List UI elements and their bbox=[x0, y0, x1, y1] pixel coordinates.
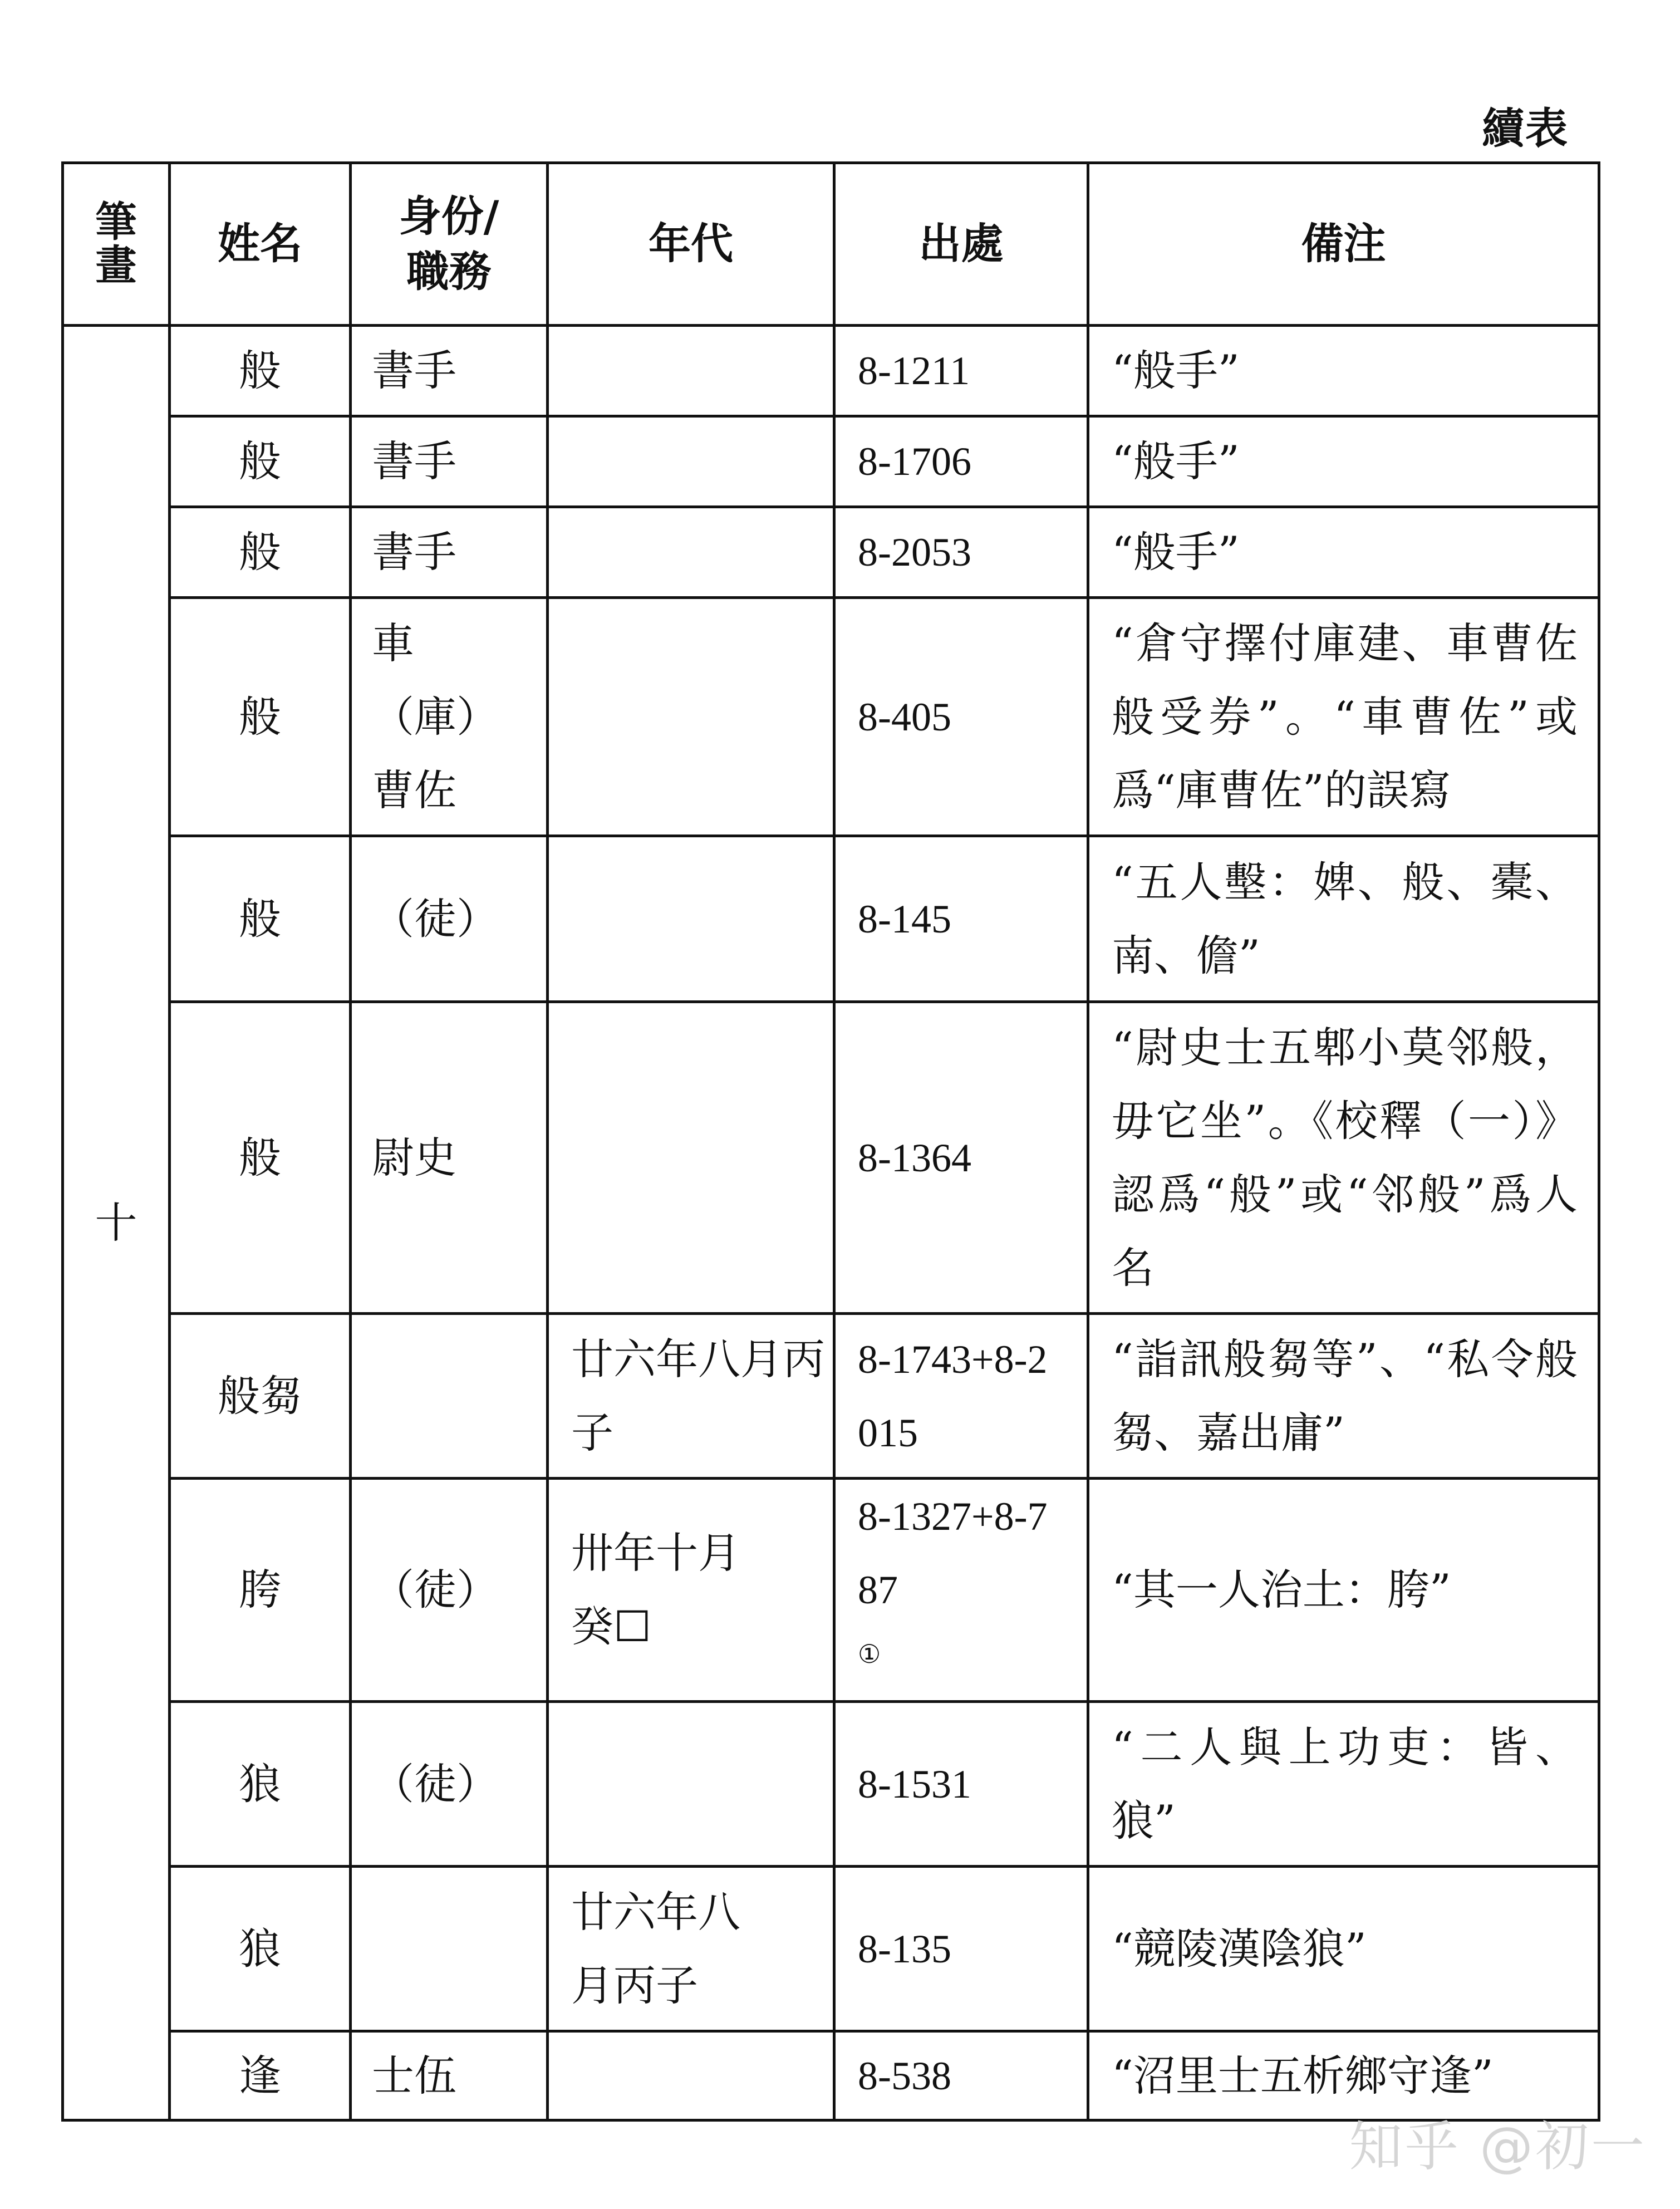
note-cell: “般手” bbox=[1088, 326, 1599, 416]
note-cell: “競陵漢陰狼” bbox=[1088, 1867, 1599, 2031]
name-cell: 般 bbox=[170, 1002, 351, 1314]
header-row bbox=[63, 163, 1599, 326]
role-cell: 士伍 bbox=[351, 2031, 548, 2120]
date-cell bbox=[548, 598, 834, 836]
table-row bbox=[63, 416, 1599, 507]
person-register-table bbox=[61, 161, 1600, 2122]
date-cell bbox=[548, 416, 834, 507]
date-cell: 卅年十月癸☐ bbox=[548, 1479, 834, 1702]
date-cell bbox=[548, 1002, 834, 1314]
note-cell: “倉守擇付庫建、車曹佐般受券”。“車曹佐”或爲“庫曹佐”的誤寫 bbox=[1088, 598, 1599, 836]
role-cell: （徒） bbox=[351, 1479, 548, 1702]
table-row bbox=[63, 836, 1599, 1002]
source-cell: 8-1743+8-2015 bbox=[834, 1314, 1088, 1479]
date-cell bbox=[548, 836, 834, 1002]
note-cell: “其一人治土：胯” bbox=[1088, 1479, 1599, 1702]
role-cell bbox=[351, 1867, 548, 2031]
source-cell: 8-145 bbox=[834, 836, 1088, 1002]
note-cell: “尉史士五郫小莫邻般，毋它坐”。《校釋（一）》認爲“般”或“邻般”爲人名 bbox=[1088, 1002, 1599, 1314]
name-cell: 狼 bbox=[170, 1702, 351, 1867]
note-cell: “二人與上功吏：皆、狼” bbox=[1088, 1702, 1599, 1867]
note-cell: “般手” bbox=[1088, 416, 1599, 507]
header-source: 出處 bbox=[834, 163, 1088, 326]
source-cell: 8-135 bbox=[834, 1867, 1088, 2031]
table-row bbox=[63, 507, 1599, 598]
name-cell: 狼 bbox=[170, 1867, 351, 2031]
name-cell: 般芻 bbox=[170, 1314, 351, 1479]
role-cell: 書手 bbox=[351, 507, 548, 598]
name-cell: 般 bbox=[170, 598, 351, 836]
role-cell: 書手 bbox=[351, 326, 548, 416]
header-date: 年代 bbox=[548, 163, 834, 326]
role-cell bbox=[351, 1314, 548, 1479]
table-row bbox=[63, 598, 1599, 836]
table-row bbox=[63, 326, 1599, 416]
source-cell: 8-1364 bbox=[834, 1002, 1088, 1314]
stroke-count-cell: 十 bbox=[63, 326, 170, 2120]
role-cell: （徒） bbox=[351, 1702, 548, 1867]
zhihu-watermark: 知乎 @初一 bbox=[1349, 2115, 1647, 2178]
role-cell: 書手 bbox=[351, 416, 548, 507]
table-row bbox=[63, 1702, 1599, 1867]
note-cell: “沼里士五析鄉守逢” bbox=[1088, 2031, 1599, 2120]
name-cell: 般 bbox=[170, 416, 351, 507]
date-cell bbox=[548, 1702, 834, 1867]
source-cell: 8-1706 bbox=[834, 416, 1088, 507]
name-cell: 般 bbox=[170, 507, 351, 598]
header-stroke: 筆畫 bbox=[63, 163, 170, 326]
role-cell: 車（庫）曹佐 bbox=[351, 598, 548, 836]
name-cell: 胯 bbox=[170, 1479, 351, 1702]
source-cell: 8-1531 bbox=[834, 1702, 1088, 1867]
role-cell: 尉史 bbox=[351, 1002, 548, 1314]
name-cell: 般 bbox=[170, 836, 351, 1002]
date-cell bbox=[548, 507, 834, 598]
date-cell bbox=[548, 2031, 834, 2120]
table-row bbox=[63, 1002, 1599, 1314]
source-cell: 8-538 bbox=[834, 2031, 1088, 2120]
header-role: 身份/職務 bbox=[351, 163, 548, 326]
header-note: 備注 bbox=[1088, 163, 1599, 326]
header-name: 姓名 bbox=[170, 163, 351, 326]
source-cell: 8-1211 bbox=[834, 326, 1088, 416]
note-cell: “詣訊般芻等”、“私令般芻、嘉出庸” bbox=[1088, 1314, 1599, 1479]
date-cell: 廿六年八月丙子 bbox=[548, 1314, 834, 1479]
role-cell: （徒） bbox=[351, 836, 548, 1002]
name-cell: 般 bbox=[170, 326, 351, 416]
source-cell: 8-2053 bbox=[834, 507, 1088, 598]
source-cell: 8-405 bbox=[834, 598, 1088, 836]
table-row bbox=[63, 1867, 1599, 2031]
name-cell: 逢 bbox=[170, 2031, 351, 2120]
source-cell: 8-1327+8-787① bbox=[834, 1479, 1088, 1702]
note-cell: “五人墼：婢、般、橐、南、儋” bbox=[1088, 836, 1599, 1002]
table-row bbox=[63, 1314, 1599, 1479]
note-cell: “般手” bbox=[1088, 507, 1599, 598]
table-row bbox=[63, 1479, 1599, 1702]
footnote-marker: ① bbox=[858, 1640, 881, 1668]
continued-table-label: 續表 bbox=[1482, 104, 1569, 153]
date-cell bbox=[548, 326, 834, 416]
date-cell: 廿六年八月丙子 bbox=[548, 1867, 834, 2031]
